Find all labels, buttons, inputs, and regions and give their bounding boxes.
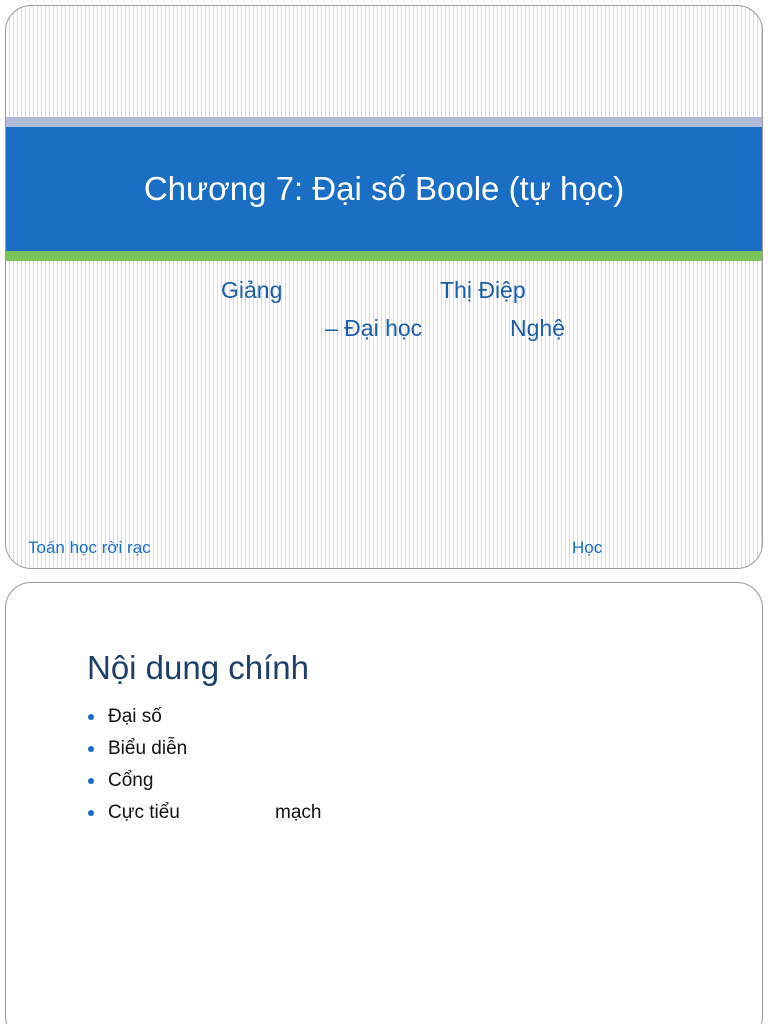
bullet-dot-icon — [88, 810, 94, 816]
list-item-text: Biểu diễn — [108, 738, 188, 759]
footer-right-text: Học — [572, 538, 603, 557]
bullet-dot-icon — [88, 778, 94, 784]
subtitle-line1-part1: Giảng — [221, 277, 283, 303]
green-accent-band — [6, 251, 762, 261]
subtitle-line1-part2: Thị Điệp — [440, 277, 526, 303]
subtitle-line2-part2: Nghệ — [510, 315, 565, 341]
header-accent-band — [6, 117, 762, 127]
contents-title: Nội dung chính — [87, 649, 309, 686]
slide-title: Chương 7: Đại số Boole (tự học) — [143, 170, 625, 207]
list-item-text: Cực tiểu — [108, 802, 180, 823]
subtitle-line2-part1: – Đại học — [325, 315, 423, 341]
bullet-dot-icon — [88, 746, 94, 752]
list-item-text-continued: mạch — [275, 802, 322, 823]
bullet-dot-icon — [88, 714, 94, 720]
list-item-text: Đại số — [108, 706, 162, 727]
footer-course-name: Toán học rời rạc — [28, 538, 151, 557]
contents-slide — [5, 582, 763, 1024]
list-item-text: Cổng — [108, 770, 154, 791]
title-slide — [5, 5, 763, 569]
